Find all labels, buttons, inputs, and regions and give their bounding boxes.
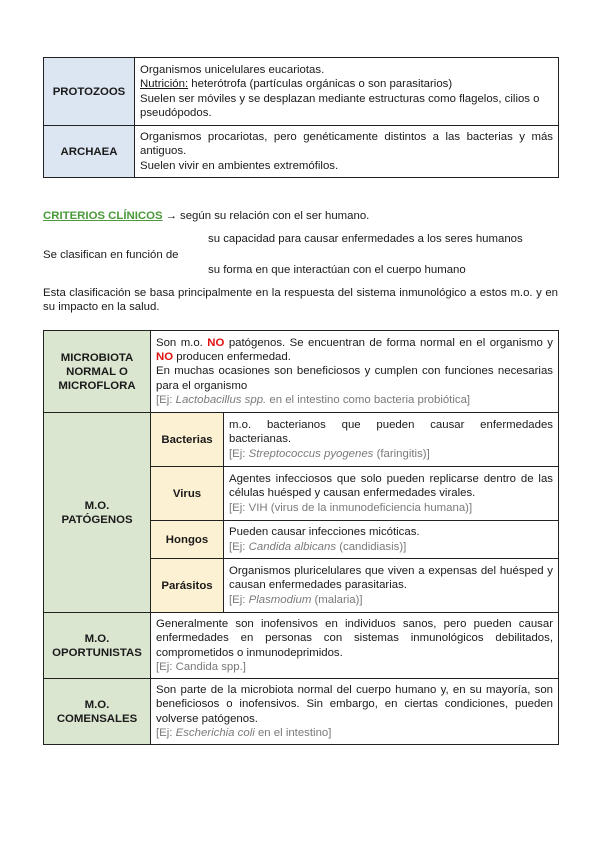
criteria-option-1: su capacidad para causar enfermedades a los seres humanos bbox=[208, 233, 523, 245]
classify-label: Se clasifican en función de bbox=[43, 249, 179, 261]
no-emphasis: NO bbox=[207, 336, 225, 349]
desc-text: Generalmente son inofensivos en individuos sanos, pero pueden causar enfermedades en personas con sistemas inmunológicos debilitados, comprometidos o inmunodeprimidos. bbox=[156, 618, 553, 659]
example-species: Plasmodium bbox=[248, 593, 312, 606]
example-prefix: [Ej: bbox=[156, 393, 173, 406]
row-header-archaea: ARCHAEA bbox=[44, 126, 135, 178]
table-row bbox=[44, 331, 559, 413]
example bbox=[156, 726, 553, 740]
table-row bbox=[44, 413, 559, 467]
example-suffix: (faringitis)] bbox=[376, 447, 430, 460]
example-species: Streptococcus pyogenes bbox=[248, 447, 374, 460]
criteria-title-link[interactable]: CRITERIOS CLÍNICOS bbox=[43, 210, 163, 222]
desc-text: Pueden causar infecciones micóticas. bbox=[229, 526, 420, 539]
table-row bbox=[44, 58, 559, 126]
clinical-criteria-table bbox=[43, 330, 559, 745]
example bbox=[229, 540, 553, 554]
row-header-normal: MICROBIOTA NORMAL O MICROFLORA bbox=[44, 331, 151, 413]
pathogen-description bbox=[224, 467, 559, 521]
example-suffix: (malaria)] bbox=[314, 593, 363, 606]
row-header-opportunists: M.O. OPORTUNISTAS bbox=[44, 613, 151, 679]
criteria-heading bbox=[43, 209, 369, 223]
example-prefix: [Ej: bbox=[229, 447, 246, 460]
example-species: Candida albicans bbox=[248, 540, 337, 553]
example-species: Escherichia coli bbox=[175, 726, 255, 739]
desc-text: Son parte de la microbiota normal del cuerpo humano y, en su mayoría, son beneficiosos o inofensivos. Sin embargo, en ciertas condiciones, pueden volverse patógenos. bbox=[156, 684, 553, 725]
desc-line: Organismos unicelulares eucariotas. bbox=[140, 64, 325, 77]
normal-description bbox=[151, 331, 559, 413]
text-segment: patógenos. Se encuentran de forma normal en el organismo y bbox=[228, 336, 553, 349]
pathogen-description bbox=[224, 413, 559, 467]
pathogen-type: Bacterias bbox=[151, 413, 224, 467]
example: [Ej: VIH (virus de la inmunodeficiencia humana)] bbox=[229, 501, 473, 514]
example bbox=[229, 447, 553, 461]
desc-text: m.o. bacterianos que pueden causar enfermedades bacterianas. bbox=[229, 419, 553, 446]
row-header-protozoos: PROTOZOOS bbox=[44, 58, 135, 126]
commensals-description bbox=[151, 679, 559, 745]
pathogen-type: Hongos bbox=[151, 521, 224, 559]
desc-line: Suelen vivir en ambientes extremófilos. bbox=[140, 159, 339, 172]
table-row bbox=[44, 613, 559, 679]
example bbox=[229, 593, 553, 607]
example-prefix: [Ej: bbox=[229, 593, 246, 606]
no-emphasis: NO bbox=[156, 351, 174, 364]
row-header-commensals: M.O. COMENSALES bbox=[44, 679, 151, 745]
pathogen-description bbox=[224, 521, 559, 559]
pathogen-description bbox=[224, 559, 559, 613]
opportunists-description bbox=[151, 613, 559, 679]
example-prefix: [Ej: bbox=[156, 726, 173, 739]
example-suffix: (candidiasis)] bbox=[339, 540, 407, 553]
text-segment: En muchas ocasiones son beneficiosos y cumplen con funciones necesarias para el organismo bbox=[156, 365, 553, 392]
example-prefix: [Ej: bbox=[229, 540, 246, 553]
example-suffix: en el intestino como bacteria probiótica] bbox=[269, 393, 471, 406]
text-segment: producen enfermedad. bbox=[176, 351, 291, 364]
nutrition-label: Nutrición: bbox=[140, 78, 189, 91]
criteria-paragraph: Esta clasificación se basa principalmente en la respuesta del sistema inmunológico a estos m.o. y en su impacto en la salud. bbox=[43, 287, 558, 314]
pathogen-type: Virus bbox=[151, 467, 224, 521]
organisms-table bbox=[43, 57, 559, 178]
example bbox=[156, 393, 553, 407]
pathogen-type: Parásitos bbox=[151, 559, 224, 613]
arrow-icon: → bbox=[165, 210, 177, 222]
example: [Ej: Candida spp.] bbox=[156, 660, 246, 673]
text-segment: Son m.o. bbox=[156, 336, 203, 349]
row-header-pathogens: M.O. PATÓGENOS bbox=[44, 413, 151, 613]
criteria-option-2: su forma en que interactúan con el cuerpo humano bbox=[208, 264, 466, 276]
table-row bbox=[44, 126, 559, 178]
desc-text: Agentes infecciosos que solo pueden replicarse dentro de las células huésped y causan enfermedades virales. bbox=[229, 473, 553, 500]
desc-text: Organismos pluricelulares que viven a expensas del huésped y causan enfermedades parasitarias. bbox=[229, 565, 553, 592]
example-species: Lactobacillus spp. bbox=[175, 393, 267, 406]
nutrition-text: heterótrofa (partículas orgánicas o son parasitarios) bbox=[191, 78, 453, 91]
desc-line: Suelen ser móviles y se desplazan mediante estructuras como flagelos, cilios o pseudópodos. bbox=[140, 92, 540, 119]
archaea-description bbox=[135, 126, 559, 178]
criteria-subtitle: según su relación con el ser humano. bbox=[180, 210, 370, 222]
example-suffix: en el intestino] bbox=[257, 726, 332, 739]
table-row bbox=[44, 679, 559, 745]
desc-line: Organismos procariotas, pero genéticamente distintos a las bacterias y más antiguos. bbox=[140, 131, 553, 158]
protozoos-description bbox=[135, 58, 559, 126]
desc-line bbox=[140, 77, 553, 91]
